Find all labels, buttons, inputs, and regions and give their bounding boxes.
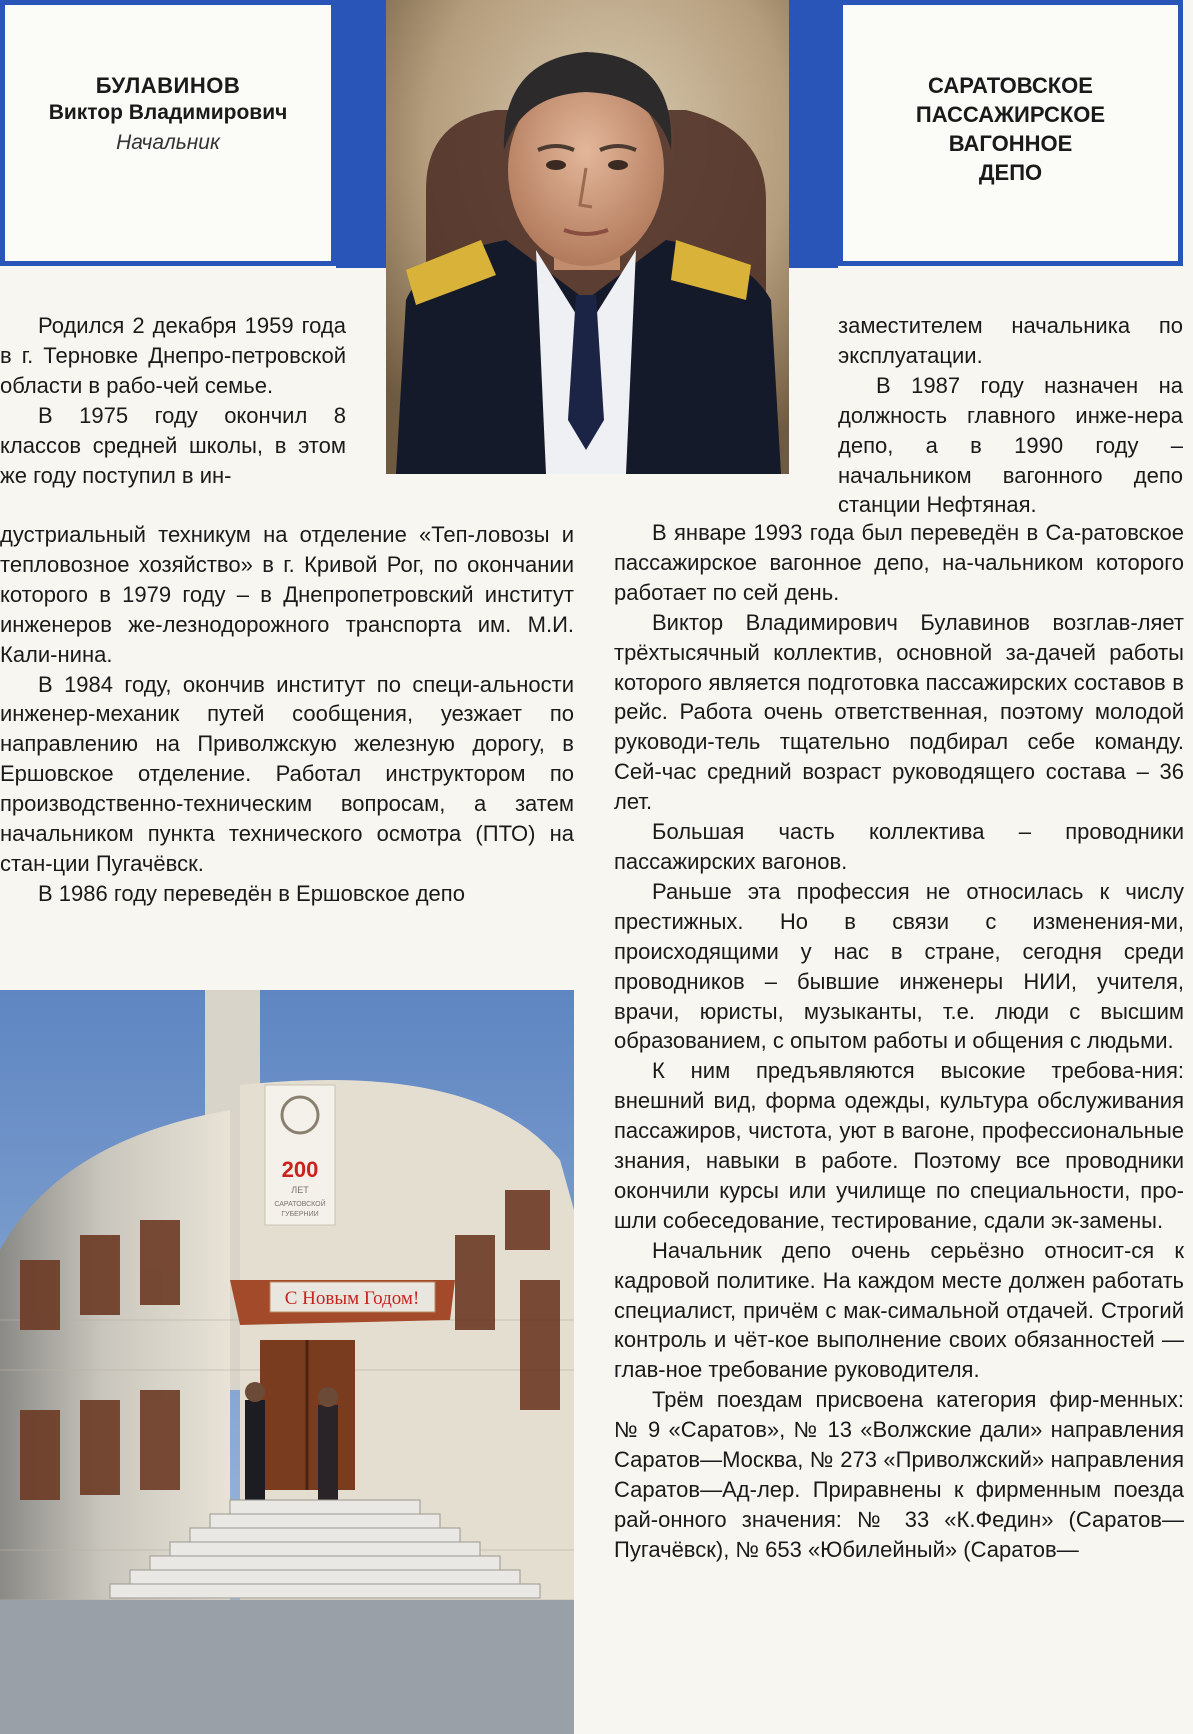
- paragraph: В январе 1993 года был переведён в Са-ратовское пассажирское вагонное депо, на-чальником которого работает по сей день.: [614, 520, 1184, 605]
- name-header-box: [0, 0, 336, 266]
- full-name: Виктор Владимирович: [48, 101, 288, 124]
- depot-building-photo: [0, 990, 574, 1734]
- banner-line-2: САРАТОВСКОЙ: [274, 1201, 326, 1208]
- banner-line-1: ЛЕТ: [291, 1185, 309, 1195]
- paragraph: Раньше эта профессия не относилась к числу престижных. Но в связи с изменения-ми, происходящими у нас в стране, сегодня среди проводников – бывшие инженеры НИИ, учителя, врачи, юристы, музыканты, т.е. люди с высшим образованием, с опытом работы и общения с людьми.: [614, 878, 1184, 1054]
- job-title: Начальник: [116, 131, 220, 154]
- banner-number: 200: [281, 1157, 319, 1182]
- blue-band-left: [336, 0, 386, 268]
- depot-title: [843, 71, 1178, 187]
- portrait-illustration: [386, 0, 789, 474]
- blue-band-right: [789, 0, 838, 268]
- paragraph: К ним предъявляются высокие требова-ния: внешний вид, форма одежды, культура обслуживания пассажиров, чистота, уют в вагоне, профессиональные знания, навыки в работе. Поэтому все проводники окончили курсы или училище по специальности, про-шли собеседование, тестирование, сдали эк-замены.: [614, 1058, 1184, 1233]
- depot-title-line: ПАССАЖИРСКОЕ: [915, 102, 1106, 127]
- paragraph: В 1984 году, окончив институт по специ-альности инженер-механик путей сообщения, уезжает по направлению на Приволжскую железную дорогу, в Ершовское отделение. Работал инструктором по производственно-техническим вопросам, а затем начальником пункта технического осмотра (ПТО) на стан-ции Пугачёвск.: [0, 671, 574, 876]
- paragraph: Родился 2 декабря 1959 года в г. Терновке Днепро-петровской области в рабо-чей семье.: [0, 313, 346, 398]
- paragraph: В 1987 году назначен на должность главного инже-нера депо, а в 1990 году – начальником вагонного депо станции Нефтяная.: [838, 372, 1183, 518]
- paragraph: В 1975 году окончил 8 классов средней школы, в этом же году поступил в ин-: [0, 402, 346, 488]
- building-illustration: [0, 990, 574, 1734]
- article-left-top: [0, 311, 346, 490]
- paragraph: дустриальный техникум на отделение «Теп-ловозы и тепловозное хозяйство» в г. Кривой Рог, по окончании которого в 1979 году – в Днепропетровский институт инженеров же-лезнодорожного транспорта им. М.И. Кали-нина.: [0, 522, 574, 667]
- paragraph: Виктор Владимирович Булавинов возглав-ляет трёхтысячный коллектив, основной за-дачей работы которого является подготовка пассажирских составов в рейс. Работа очень ответственная, поэтому молодой руководи-тель тщательно подбирал себе команду. Сей-час средний возраст руководящего состава – 36 лет.: [614, 609, 1184, 815]
- depot-title-line: ДЕПО: [978, 160, 1043, 185]
- paragraph: заместителем начальника по эксплуатации.: [838, 313, 1183, 368]
- paragraph: Трём поездам присвоена категория фир-менных: № 9 «Саратов», № 13 «Волжские дали» направления Саратов—Москва, № 273 «Приволжский» направления Саратов—Ад-лер. Приравнены к фирменным поезда рай-онного значения: № 33 «К.Федин» (Саратов—Пугачёвск), № 653 «Юбилейный» (Саратов—: [614, 1387, 1184, 1562]
- paragraph: Начальник депо очень серьёзно относит-ся к кадровой политике. На каждом месте должен работать специалист, причём с мак-симальной отдачей. Строгий контроль и чёт-кое выполнение своих обязанностей — глав-ное требование руководителя.: [614, 1237, 1184, 1383]
- portrait-photo: [386, 0, 789, 474]
- paragraph: В 1986 году переведён в Ершовское депо: [38, 880, 465, 906]
- depot-title-line: САРАТОВСКОЕ: [928, 73, 1093, 98]
- article-right-main: [614, 518, 1184, 1565]
- article-left-wide: [0, 520, 574, 909]
- depot-title-line: ВАГОННОЕ: [948, 131, 1073, 156]
- surname: БУЛАВИНОВ: [95, 73, 241, 98]
- canopy-sign: С Новым Годом!: [284, 1288, 420, 1309]
- paragraph: Большая часть коллектива – проводники пассажирских вагонов.: [614, 819, 1184, 874]
- article-right-top: [838, 311, 1183, 520]
- banner-line-3: ГУБЕРНИИ: [281, 1211, 319, 1218]
- depot-title-box: [838, 0, 1183, 266]
